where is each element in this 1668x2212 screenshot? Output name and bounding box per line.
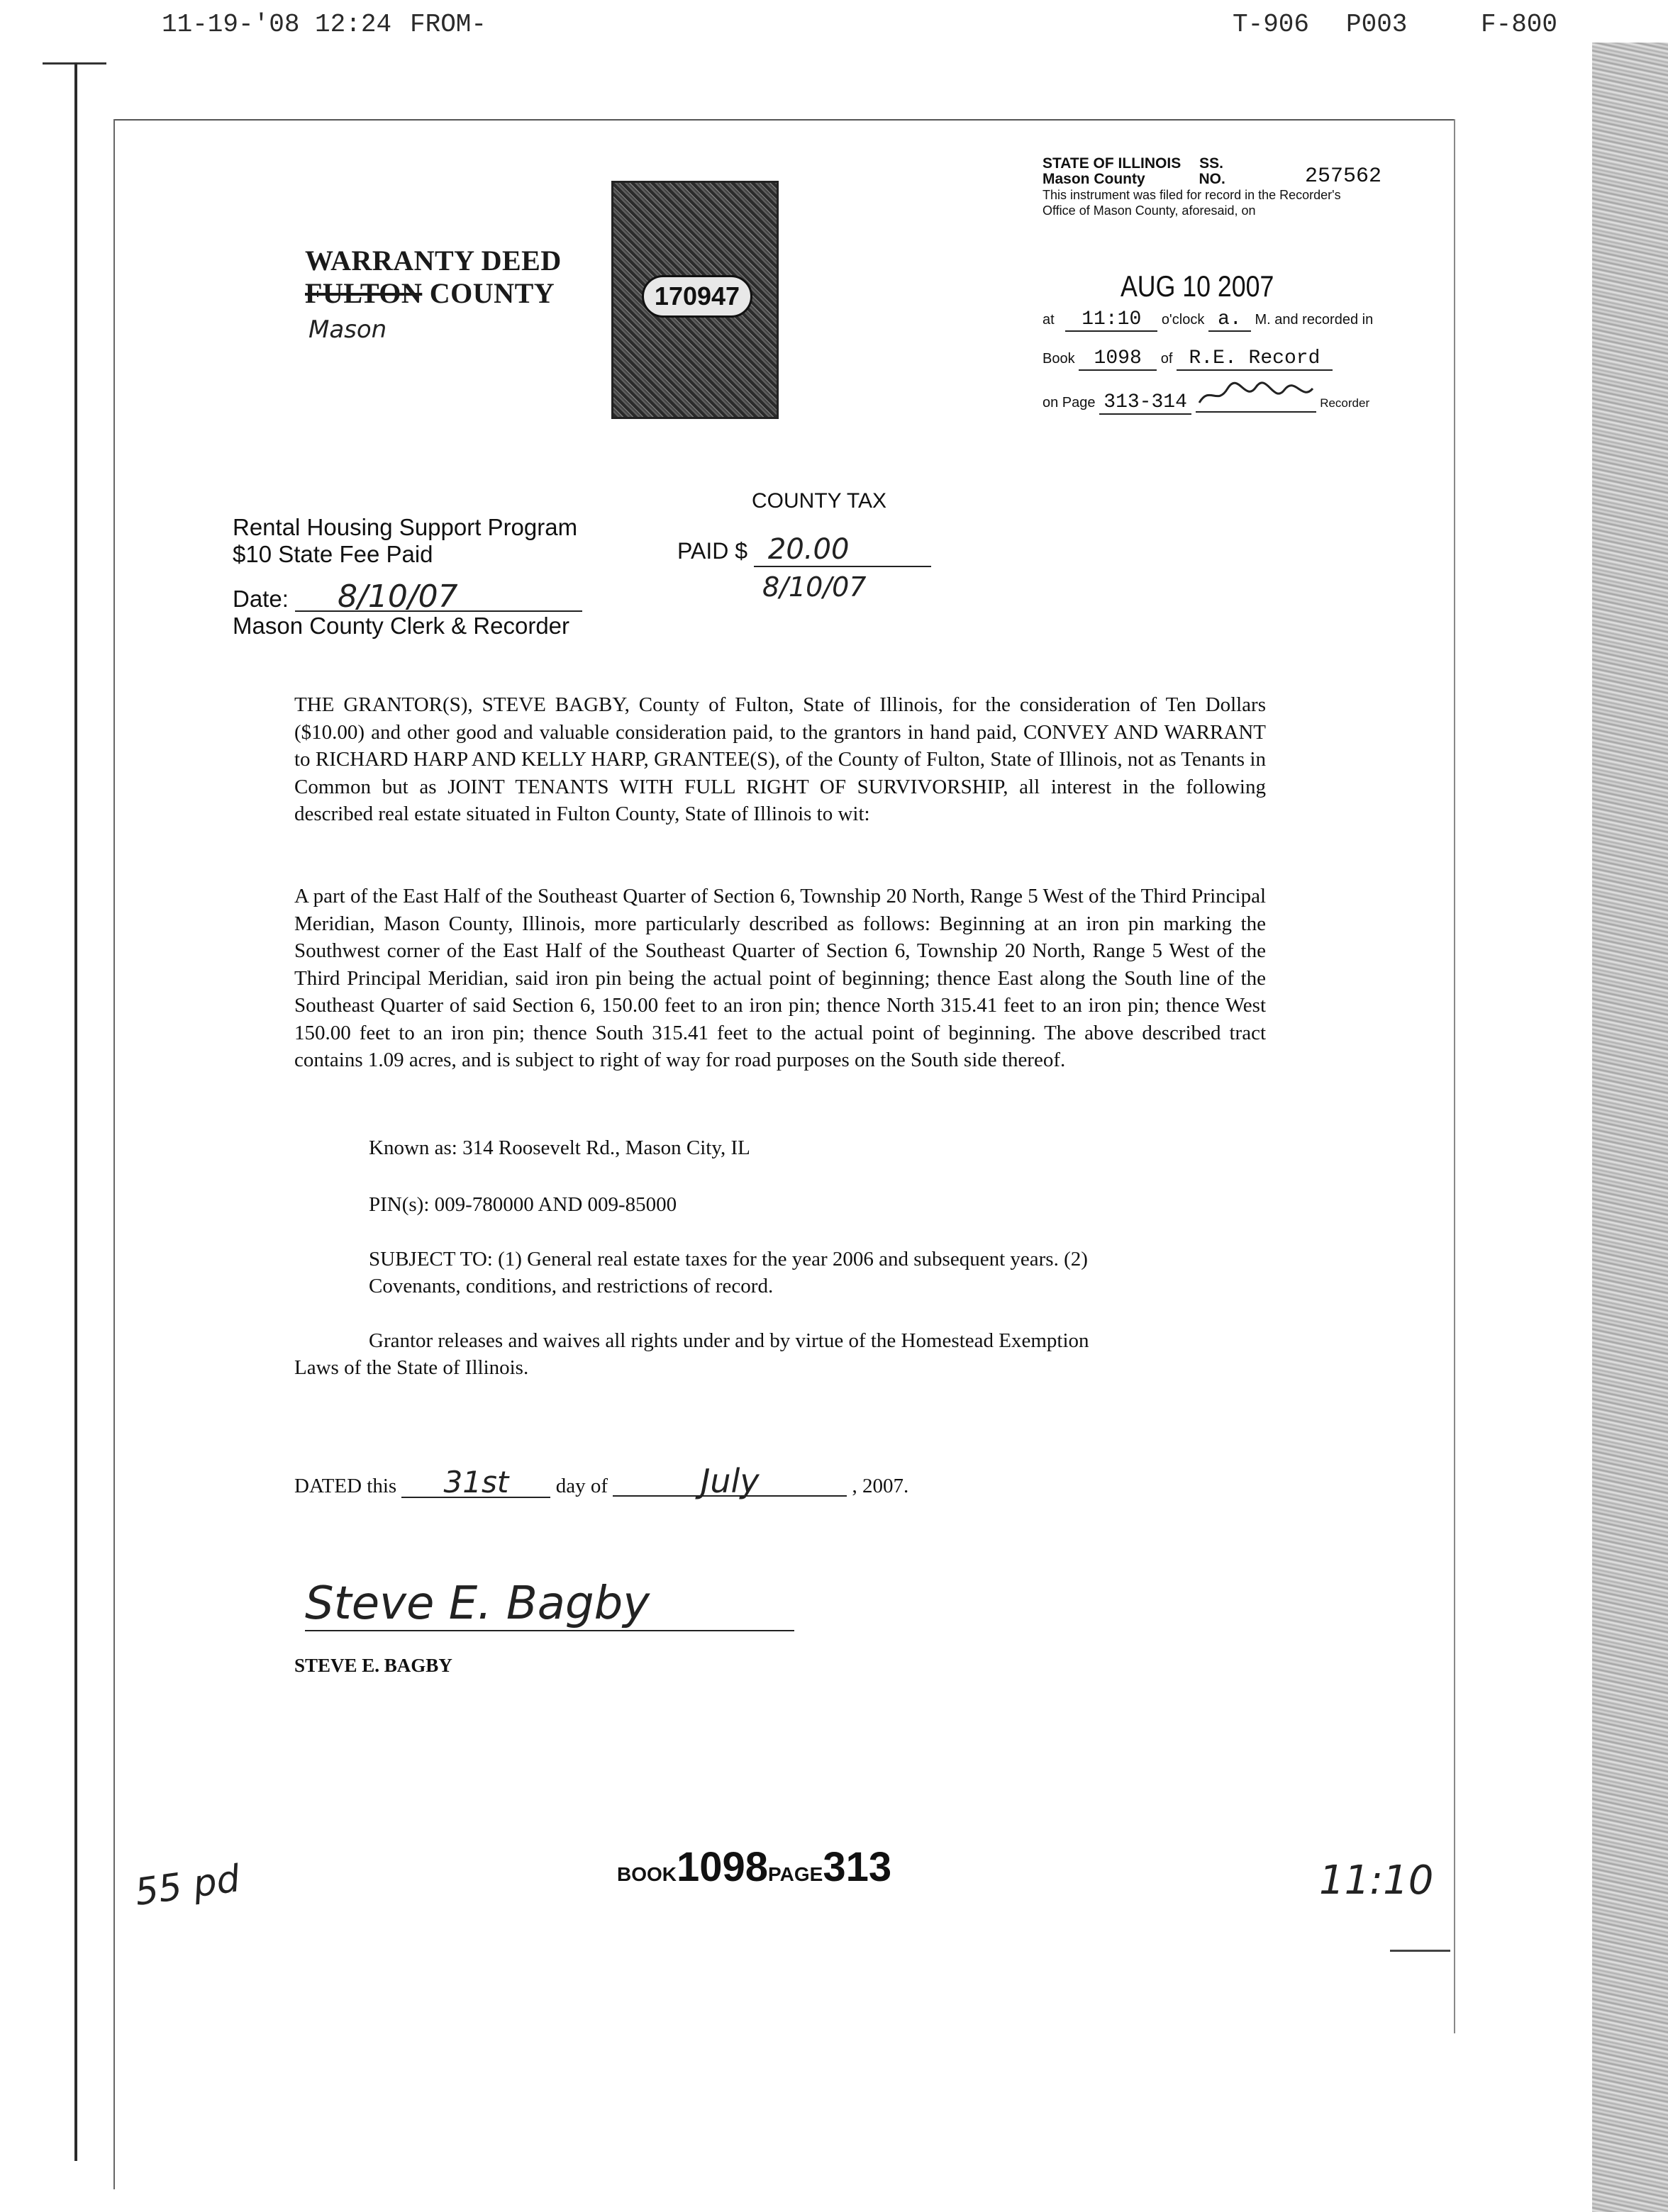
recorder-page-label: on Page: [1042, 395, 1096, 410]
recorder-ss: SS.: [1199, 155, 1223, 172]
rental-line2: $10 State Fee Paid: [233, 541, 433, 567]
inner-border-left: [113, 119, 115, 2189]
homestead-line1: Grantor releases and waives all rights under and by virtue of the Homestead Exemption: [369, 1329, 1089, 1352]
recorder-signature-scribble: [1196, 381, 1316, 407]
dated-day-of: day of: [555, 1475, 608, 1497]
deed-title-line2: [305, 277, 562, 310]
footer-page: 313: [823, 1844, 892, 1890]
struck-county: FULTON: [305, 277, 423, 309]
rental-date-label: Date:: [233, 586, 289, 612]
page-edge-left: [74, 62, 77, 2161]
recorder-book: 1098: [1079, 347, 1157, 371]
county-suffix: COUNTY: [422, 277, 555, 309]
grantor-signature: Steve E. Bagby: [305, 1577, 794, 1631]
deed-title: [305, 245, 562, 344]
county-tax-amount: 20.00: [754, 533, 931, 567]
inner-border-top: [113, 119, 1454, 121]
inner-border-right: [1454, 119, 1455, 2033]
recorder-m-label: M. and recorded in: [1255, 312, 1374, 328]
county-tax-date: 8/10/07: [762, 571, 867, 603]
recorder-stamp: [1042, 155, 1418, 413]
dated-day: 31st: [401, 1469, 550, 1498]
county-tax-paid-label: PAID $: [677, 538, 747, 564]
recorder-label: Recorder: [1320, 396, 1370, 410]
scan-shadow-edge: [1592, 43, 1668, 2212]
recorder-state: STATE OF ILLINOIS: [1042, 155, 1182, 172]
fax-t-code: T-906: [1233, 10, 1310, 39]
recorder-meridiem: a.: [1208, 308, 1251, 332]
recorder-county: Mason County: [1042, 171, 1145, 187]
county-tax-stamp: [677, 489, 931, 603]
fax-header: [0, 10, 1668, 45]
handwritten-time-note: 11:10: [1319, 1858, 1434, 1904]
fax-from: FROM-: [410, 10, 487, 39]
footer-book-label: BOOK: [617, 1863, 677, 1885]
recorder-pages: 313-314: [1099, 391, 1191, 415]
recorder-of-label: of: [1160, 351, 1173, 367]
dated-line: [294, 1462, 909, 1500]
county-tax-paid-row: [677, 533, 931, 567]
book-page-footer: [617, 1843, 891, 1891]
fax-p-code: P003: [1346, 10, 1408, 39]
rental-housing-stamp: [233, 514, 582, 639]
recorder-book-row: [1042, 347, 1333, 371]
revenue-stamp: [611, 181, 779, 419]
rental-date-value: 8/10/07: [295, 583, 582, 612]
recorder-record-type: R.E. Record: [1177, 347, 1333, 371]
recorder-oclock-label: o'clock: [1161, 312, 1205, 328]
dated-year: , 2007.: [852, 1475, 909, 1497]
dated-month: July: [613, 1468, 847, 1497]
subject-to-line1: SUBJECT TO: (1) General real estate taxes for the year 2006 and subsequent years. (2): [369, 1248, 1088, 1270]
fax-f-code: F-800: [1481, 10, 1558, 39]
recorder-filed-line1: This instrument was filed for record in the Recorder's: [1042, 188, 1341, 202]
footer-book: 1098: [677, 1844, 769, 1890]
legal-description: A part of the East Half of the Southeast Quarter of Section 6, Township 20 North, Range 5 West of the Third Principal Meridian, Mason County, Illinois, more particularly described as follows: Beginning at an iron pin marking the Southwest corner of the East Half of the Southeast Quarter of Section 6, Township 20 North, Range 5 West of the Third Principal Meridian, said iron pin being the actual point of beginning; thence East along the South line of the Southeast Quarter of said Section 6, 150.00 feet to an iron pin; thence North 315.41 feet to an iron pin; thence West 150.00 feet to an iron pin; thence South 315.41 feet to the actual point of beginning. The above described tract contains 1.09 acres, and is subject to right of way for road purposes on the South side thereof.: [294, 885, 1266, 1071]
rental-line4: Mason County Clerk & Recorder: [233, 613, 570, 639]
grantor-paragraph: THE GRANTOR(S), STEVE BAGBY, County of Fulton, State of Illinois, for the consideration of Ten Dollars ($10.00) and other good and valuable consideration paid, to the grantors in hand paid, CONVEY AND WARRANT to RICHARD HARP AND KELLY HARP, GRANTEE(S), of the County of Fulton, State of Illinois, not as Tenants in Common but as JOINT TENANTS WITH FULL RIGHT OF SURVIVORSHIP, all interest in the following described real estate situated in Fulton County, State of Illinois to wit:: [294, 693, 1266, 825]
handwritten-county: Mason: [308, 315, 387, 344]
fax-timestamp: 11-19-'08 12:24: [162, 10, 392, 39]
recorder-time-row: [1042, 308, 1373, 332]
handwritten-fee-note: 55 pd: [132, 1857, 243, 1915]
recorder-time: 11:10: [1065, 308, 1157, 332]
recorder-book-label: Book: [1042, 351, 1075, 367]
recorder-filed-line2: Office of Mason County, aforesaid, on: [1042, 203, 1256, 218]
scan-mark: [1390, 1950, 1450, 1952]
footer-page-label: PAGE: [768, 1863, 823, 1885]
revenue-stamp-number: 170947: [642, 275, 752, 318]
pin-numbers: PIN(s): 009-780000 AND 009-85000: [369, 1193, 677, 1216]
dated-prefix: DATED this: [294, 1475, 397, 1497]
recorder-doc-number: 257562: [1305, 164, 1382, 189]
recorder-page-row: [1042, 381, 1369, 415]
recorder-no-label: NO.: [1199, 171, 1225, 187]
homestead-line2: Laws of the State of Illinois.: [294, 1356, 529, 1379]
deed-title-line1: WARRANTY DEED: [305, 245, 562, 276]
grantor-printed-name: STEVE E. BAGBY: [294, 1655, 452, 1676]
rental-date-row: [233, 579, 582, 615]
rental-line1: Rental Housing Support Program: [233, 514, 578, 540]
recorder-signature: [1196, 381, 1316, 413]
subject-to-line2: Covenants, conditions, and restrictions of record.: [369, 1275, 774, 1297]
recorder-date: AUG 10 2007: [1121, 269, 1274, 303]
known-as: Known as: 314 Roosevelt Rd., Mason City, IL: [369, 1136, 750, 1159]
county-tax-label: COUNTY TAX: [752, 489, 887, 513]
recorder-at-label: at: [1042, 312, 1055, 328]
